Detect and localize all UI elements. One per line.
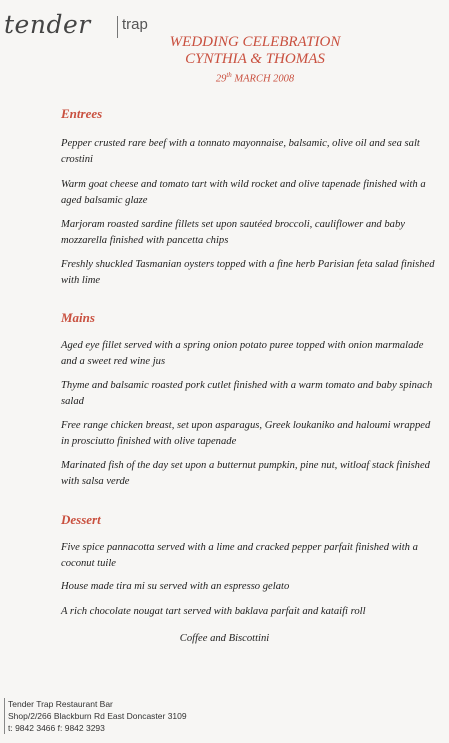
date-suffix: th bbox=[226, 71, 232, 79]
event-header bbox=[150, 34, 360, 87]
menu-item: Marjoram roasted sardine fillets set upon sautéed broccoli, cauliflower and baby mozzarella finished with pancetta chips bbox=[61, 219, 405, 246]
menu-item: Marinated fish of the day set upon a butternut pumpkin, pine nut, witloaf stack finished with salsa verde bbox=[61, 460, 430, 487]
date-rest: MARCH 2008 bbox=[231, 73, 295, 85]
menu-item: A rich chocolate nougat tart served with baklava parfait and kataifi roll bbox=[61, 606, 366, 617]
menu-item: Freshly shuckled Tasmanian oysters topped with a fine herb Parisian feta salad finished with lime bbox=[61, 259, 435, 286]
restaurant-logo bbox=[4, 6, 164, 46]
event-date bbox=[150, 68, 360, 87]
date-day: 29 bbox=[215, 73, 227, 85]
footer-address: Shop/2/266 Blackburn Rd East Doncaster 3109 bbox=[8, 711, 187, 721]
menu-item: Aged eye fillet served with a spring onion potato puree topped with onion marmalade and a sweet red wine jus bbox=[61, 340, 424, 367]
restaurant-footer bbox=[4, 698, 187, 734]
closing-line: Coffee and Biscottini bbox=[179, 633, 270, 644]
mains-heading: Mains bbox=[61, 310, 95, 325]
menu-item: Pepper crusted rare beef with a tonnato mayonnaise, balsamic, olive oil and sea salt crostini bbox=[61, 138, 420, 165]
footer-name: Tender Trap Restaurant Bar bbox=[8, 699, 113, 709]
entrees-heading: Entrees bbox=[61, 106, 103, 121]
dessert-heading: Dessert bbox=[61, 512, 101, 527]
footer-phone: t: 9842 3466 f: 9842 3293 bbox=[8, 723, 105, 733]
menu-item: Warm goat cheese and tomato tart with wild rocket and olive tapenade finished with a aged balsamic glaze bbox=[61, 179, 426, 206]
menu-item: Free range chicken breast, set upon asparagus, Greek loukaniko and haloumi wrapped in prosciutto finished with olive tapenade bbox=[61, 420, 431, 447]
logo-divider bbox=[117, 16, 118, 38]
menu-item: Thyme and balsamic roasted pork cutlet finished with a warm tomato and baby spinach salad bbox=[61, 380, 433, 407]
menu-item: House made tira mi su served with an espresso gelato bbox=[61, 581, 290, 592]
couple-names: CYNTHIA & THOMAS bbox=[185, 51, 325, 67]
logo-word-text: trap bbox=[122, 16, 148, 33]
menu-item: Five spice pannacotta served with a lime and cracked pepper parfait finished with a coconut tuile bbox=[61, 542, 418, 569]
event-title: WEDDING CELEBRATION bbox=[169, 34, 341, 50]
logo-script-text: tender bbox=[4, 10, 91, 39]
